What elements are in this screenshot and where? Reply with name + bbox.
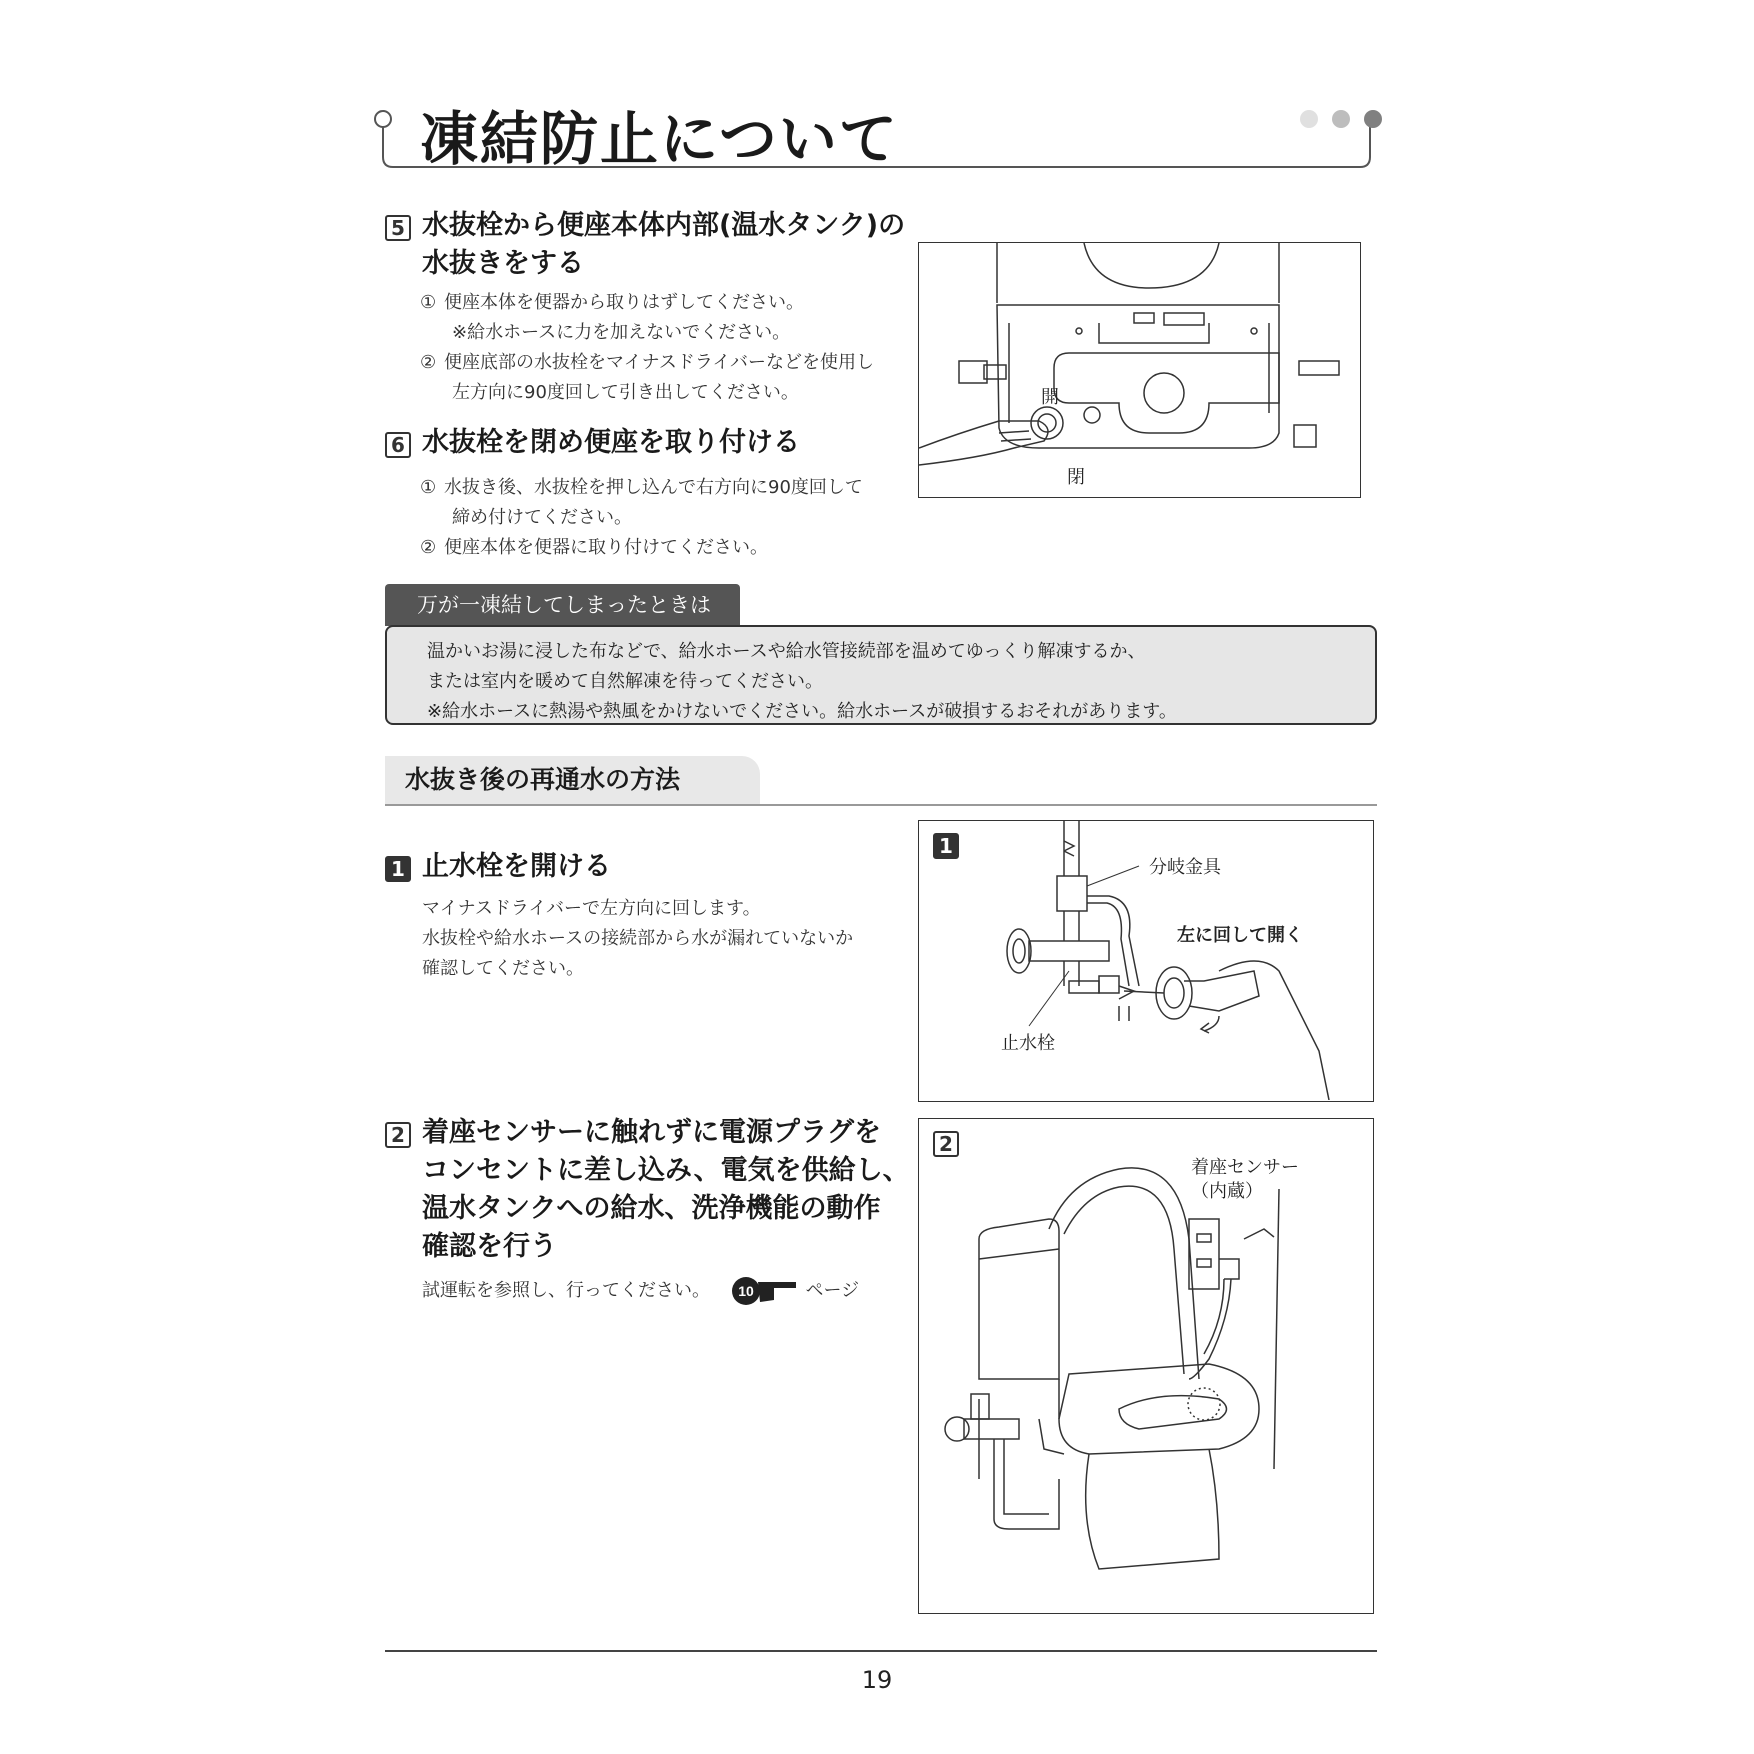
note-text: 試運転を参照し、行ってください。	[422, 1280, 710, 1301]
toilet-illustration	[919, 1119, 1372, 1612]
item-mark: ①	[420, 292, 437, 313]
item-text: 水抜き後、水抜栓を押し込んで右方向に90度回して	[444, 477, 863, 498]
item-text: 締め付けてください。	[452, 507, 632, 528]
step6-items	[420, 473, 863, 563]
re-step-title	[422, 1114, 910, 1266]
section-heading: 水抜き後の再通水の方法	[385, 756, 760, 804]
item-text: ※給水ホースに力を加えないでください。	[452, 322, 791, 343]
list-item	[420, 348, 874, 378]
title-line: 温水タンクへの給水、洗浄機能の動作	[422, 1193, 881, 1224]
title-line: 着座センサーに触れずに電源プラグを	[422, 1117, 881, 1148]
label-close: 閉	[1067, 467, 1085, 488]
dot-dark	[1364, 110, 1382, 128]
stop-valve-figure	[918, 820, 1374, 1102]
dot-mid	[1332, 110, 1350, 128]
step-title-line: 水抜きをする	[422, 248, 584, 279]
step-number-6: 6	[385, 432, 411, 458]
item-text: 便座本体を便器から取りはずしてください。	[444, 292, 804, 313]
label-open: 開	[1041, 387, 1059, 408]
body-line: 確認してください。	[422, 958, 584, 979]
frozen-tab: 万が一凍結してしまったときは	[385, 584, 740, 626]
label-stop-valve: 止水栓	[1001, 1033, 1055, 1054]
re2-note	[422, 1276, 859, 1306]
toilet-figure	[918, 1118, 1374, 1614]
step-title: 水抜栓を閉め便座を取り付ける	[422, 427, 800, 458]
step-title-line: 水抜栓から便座本体内部(温水タンク)の	[422, 210, 906, 241]
frozen-line: または室内を暖めて自然解凍を待ってください。	[427, 671, 823, 692]
re-step-number-1: 1	[385, 856, 411, 882]
title-line: コンセントに差し込み、電気を供給し、	[422, 1155, 910, 1186]
dot-light	[1300, 110, 1318, 128]
footer-rule	[385, 1650, 1377, 1652]
seat-underside-illustration	[919, 243, 1359, 496]
section-divider	[385, 804, 1377, 806]
item-mark: ②	[420, 352, 437, 373]
item-text: 便座底部の水抜栓をマイナスドライバーなどを使用し	[444, 352, 875, 373]
page-title: 凍結防止について	[420, 105, 899, 173]
body-line: マイナスドライバーで左方向に回します。	[422, 898, 761, 919]
title-line: 確認を行う	[422, 1231, 557, 1262]
stop-valve-illustration	[919, 821, 1372, 1100]
frozen-line: ※給水ホースに熱湯や熱風をかけないでください。給水ホースが破損するおそれがあります。	[427, 701, 1177, 722]
label-seat-sensor: 着座センサー	[1191, 1157, 1299, 1178]
page-ref-pointer-icon	[730, 1276, 800, 1306]
figure-number-1: 1	[933, 833, 959, 859]
re-step-title: 止水栓を開ける	[422, 851, 611, 882]
body-line: 水抜栓や給水ホースの接続部から水が漏れていないか	[422, 928, 854, 949]
label-turn-left-open: 左に回して開く	[1177, 925, 1303, 946]
item-mark: ①	[420, 477, 437, 498]
item-mark: ②	[420, 537, 437, 558]
page-reference[interactable]	[730, 1276, 800, 1306]
step-title	[422, 207, 905, 283]
frozen-line: 温かいお湯に浸した布などで、給水ホースや給水管接続部を温めてゆっくり解凍するか、	[427, 641, 1146, 662]
list-item	[420, 533, 863, 563]
seat-underside-figure	[918, 242, 1361, 498]
list-item	[420, 288, 874, 318]
page-number: 19	[861, 1666, 893, 1694]
item-text: 便座本体を便器に取り付けてください。	[444, 537, 768, 558]
list-item	[420, 473, 863, 503]
step-number-5: 5	[385, 215, 411, 241]
re1-body	[422, 894, 853, 984]
page-ref-suffix: ページ	[805, 1280, 860, 1301]
figure-number-2: 2	[933, 1131, 959, 1157]
step5-items	[420, 288, 874, 408]
label-branch-fitting: 分岐金具	[1149, 857, 1221, 878]
frozen-notice-box	[385, 625, 1377, 725]
label-built-in: （内蔵）	[1191, 1181, 1263, 1202]
page-ref-number: 10	[737, 1283, 754, 1299]
item-text: 左方向に90度回して引き出してください。	[452, 382, 799, 403]
re-step-number-2: 2	[385, 1122, 411, 1148]
